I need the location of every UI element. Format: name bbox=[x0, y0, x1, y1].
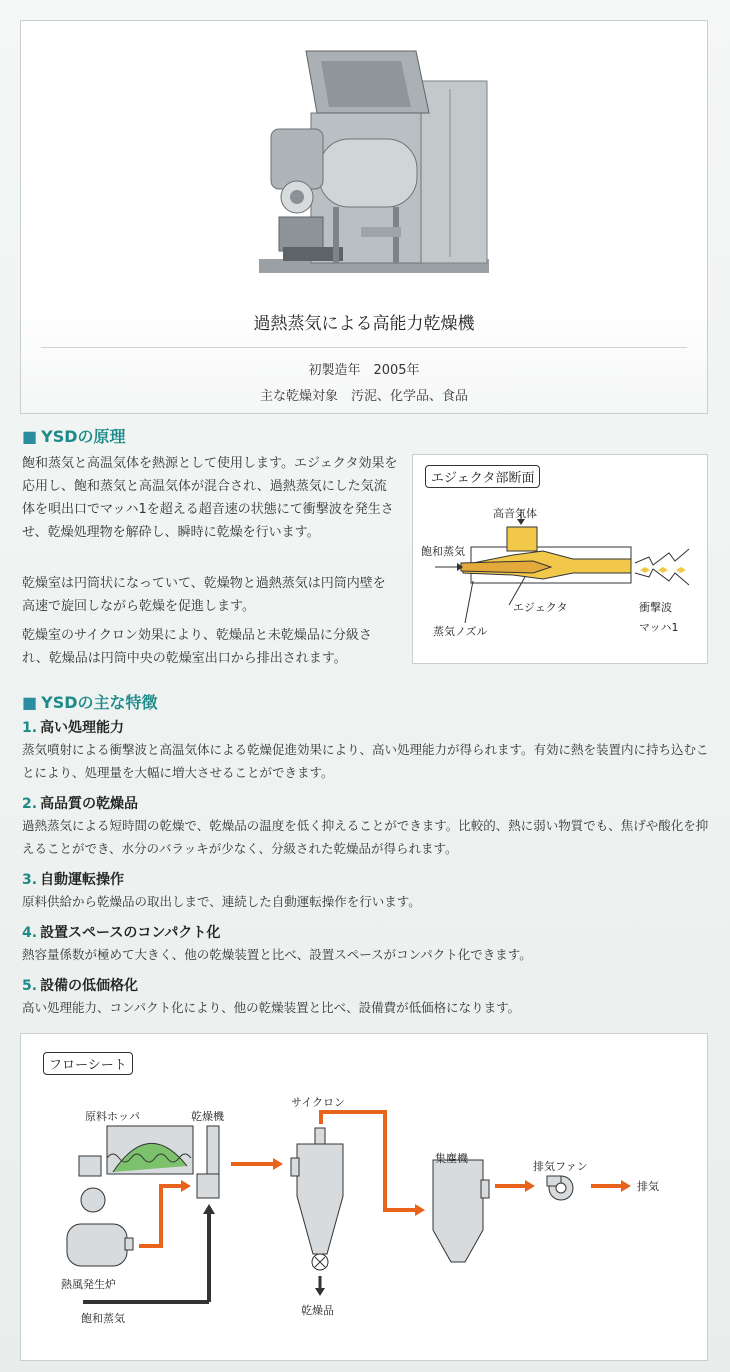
square-bullet-icon: ■ bbox=[22, 693, 38, 712]
features-heading: ■ YSDの主な特徴 bbox=[22, 693, 158, 712]
dryer-machine-photo bbox=[21, 21, 707, 289]
saturated-steam-label: 飽和蒸気 bbox=[81, 1312, 125, 1325]
feature-description: 熱容量係数が極めて大きく、他の乾燥装置と比べ、設置スペースがコンパクト化できます。 bbox=[22, 947, 532, 962]
feature-title: 1. 高い処理能力 bbox=[22, 720, 125, 736]
principle-heading: ■ YSDの原理 bbox=[22, 427, 126, 446]
shock-wave-label: 衝撃波 bbox=[639, 601, 672, 614]
feature-title: 3. 自動運転操作 bbox=[22, 872, 125, 888]
mach-label: マッハ1 bbox=[639, 621, 679, 634]
ejector-label: エジェクタ bbox=[513, 601, 568, 614]
cyclone-label: サイクロン bbox=[291, 1096, 346, 1109]
exhaust-label: 排気 bbox=[637, 1180, 659, 1193]
feature-title: 4. 設置スペースのコンパクト化 bbox=[22, 925, 221, 941]
saturated-steam-label: 飽和蒸気 bbox=[421, 545, 465, 558]
square-bullet-icon: ■ bbox=[22, 427, 38, 446]
diagram-label: フローシート bbox=[43, 1052, 133, 1075]
dryer-label: 乾燥機 bbox=[191, 1110, 224, 1123]
flow-sheet-diagram bbox=[20, 1033, 708, 1361]
feature-description: 過熱蒸気による短時間の乾燥で、乾燥品の温度を低く抑えることができます。比較的、熱に弱い物質でも、焦げや酸化を抑えることができ、水分のバラッキが少なく、分級された乾燥品が得られます。 bbox=[22, 818, 709, 856]
feature-description: 蒸気噴射による衝撃波と高温気体による乾燥促進効果により、高い処理能力が得られます。有効に熱を装置内に持ち込むことにより、処理量を大幅に増大させることができます。 bbox=[22, 742, 709, 780]
steam-nozzle-label: 蒸気ノズル bbox=[433, 625, 488, 638]
product-card bbox=[20, 20, 708, 414]
hot-gas-label: 高音気体 bbox=[493, 507, 537, 520]
exhaust-fan-label: 排気ファン bbox=[533, 1160, 588, 1173]
feature-description: 原料供給から乾燥品の取出しまで、連続した自動運転操作を行います。 bbox=[22, 894, 421, 909]
principle-paragraph: 乾燥室のサイクロン効果により、乾燥品と未乾燥品に分級され、乾燥品は円筒中央の乾燥室出口から排出されます。 bbox=[22, 628, 372, 666]
principle-paragraph: 飽和蒸気と高温気体を熱源として使用します。エジェクタ効果を応用し、飽和蒸気と高温気体が混合され、過熱蒸気にした気流体を唄出口でマッハ1を超える超音速の状態にて衝撃波を発生させ、乾燥処理物を解砕し、瞬時に乾燥を行います。 bbox=[22, 456, 398, 540]
diagram-label: エジェクタ部断面 bbox=[425, 465, 540, 488]
divider bbox=[41, 347, 687, 348]
ejector-section-diagram bbox=[412, 454, 708, 664]
feature-description: 高い処理能力、コンパクト化により、他の乾燥装置と比べ、設備費が低価格になります。 bbox=[22, 1000, 521, 1015]
dried-product-label: 乾燥品 bbox=[301, 1304, 334, 1317]
dryer-machine-illustration bbox=[21, 21, 707, 289]
feature-title: 5. 設備の低価格化 bbox=[22, 978, 139, 994]
product-title: 過熱蒸気による高能力乾燥機 bbox=[253, 314, 475, 334]
dust-collector-label: 集塵機 bbox=[435, 1152, 468, 1165]
first-manufactured-year: 初製造年 2005年 bbox=[308, 363, 420, 378]
main-drying-targets: 主な乾燥対象 汚泥、化学品、食品 bbox=[259, 389, 468, 404]
hot-air-furnace-label: 熱風発生炉 bbox=[61, 1278, 116, 1291]
principle-paragraph: 乾燥室は円筒状になっていて、乾燥物と過熱蒸気は円筒内壁を高速で旋回しながら乾燥を促進します。 bbox=[22, 576, 386, 614]
raw-material-hopper-label: 原料ホッパ bbox=[85, 1110, 140, 1123]
feature-title: 2. 高品質の乾燥品 bbox=[22, 796, 139, 812]
